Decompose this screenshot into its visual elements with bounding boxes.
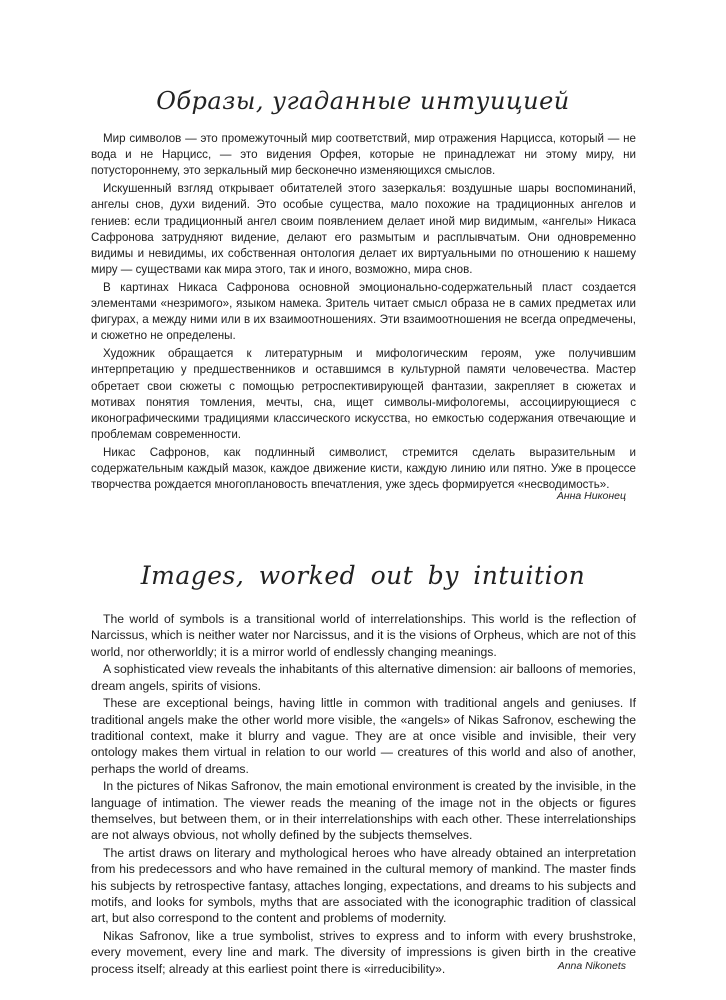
english-paragraph: Nikas Safronov, like a true symbolist, strives to express and to inform with every brushstroke, every movement, every line and mark. The diversity of impressions is given birth in the creative process itself; already at this earliest point there is «irreducibility». [91, 929, 636, 976]
english-paragraph: The artist draws on literary and mythological heroes who have already obtained an interpretation from his predecessors and who have remained in the cultural memory of mankind. The master finds his subjects by retrospective fantasy, attaches longing, expectations, and dreams to his subjects and motifs, and looks for symbols, myths that are associated with the iconographic tradition of classical art, but also correspond to the content and problems of modernity. [91, 846, 636, 926]
english-title: Images, worked out by intuition [140, 561, 586, 590]
english-text [91, 611, 636, 979]
english-paragraph: The world of symbols is a transitional world of interrelationships. This world is the reflection of Narcissus, which is neither water nor Narcissus, and it is the visions of Orpheus, which are not of this world, nor otherworldly; it is a mirror world of endlessly changing meanings. [91, 612, 636, 659]
russian-paragraph: Искушенный взгляд открывает обитателей этого зазеркалья: воздушные шары воспоминаний, ангелы снов, духи видений. Это особые существа, мало похожие на традиционных ангелов и гениев: если традиционный ангел своим появлением делает иной мир видимым, «ангелы» Никаса Сафронова затрудняют видение, делают его размытым и расплывчатым. Они одновременно видимы и невидимы, их собственная онтология делает их виртуальными по отношению к нашему миру — существами как мира этого, так и иного, возможно, мира снов. [91, 182, 636, 277]
russian-title: Образы, угаданные интуицией [156, 87, 570, 115]
english-paragraph: In the pictures of Nikas Safronov, the main emotional environment is created by the invisible, in the language of intimation. The viewer reads the meaning of the image not in the objects or figures themselves, but between them, or in their interrelationships with each other. These interrelationships are not always obvious, not wholly defined by the subjects themselves. [91, 779, 636, 843]
english-author: Anna Nikonets [557, 960, 626, 972]
russian-paragraph: Мир символов — это промежуточный мир соответствий, мир отражения Нарцисса, который — не вода и не Нарцисс, — это видения Орфея, которые не принадлежат ни этому миру, ни потустороннему, это зеркальный мир бесконечно изменяющихся смыслов. [91, 132, 636, 178]
english-paragraph: A sophisticated view reveals the inhabitants of this alternative dimension: air balloons of memories, dream angels, spirits of visions. [91, 662, 636, 693]
english-paragraph: These are exceptional beings, having little in common with traditional angels and geniuses. If traditional angels make the other world more visible, the «angels» of Nikas Safronov, eschewing the traditional context, make it blurry and vague. They are at once visible and invisible, their very ontology makes them virtual in relation to our world — creatures of this world and also of another, perhaps the world of dreams. [91, 696, 636, 776]
russian-paragraph: В картинах Никаса Сафронова основной эмоционально-содержательный пласт создается элементами «незримого», языком намека. Зритель читает смысл образа не в самих предметах или фигурах, а между ними или в их взаимоотношениях. Эти взаимоотношения не всегда опредмечены, и сюжетно не определены. [91, 280, 636, 343]
russian-paragraph: Художник обращается к литературным и мифологическим героям, уже получившим интерпретацию у предшественников и оставшимся в культурной памяти человечества. Мастер обретает свои сюжеты с помощью ретроспективирующей фантазии, закрепляет в сюжетах и мотивах понятия томления, мечты, сна, ищет символы-мифологемы, ассоциирующиеся с иконографическими традициями классического искусства, но емкостью содержания отвечающие и проблемам современности. [91, 347, 636, 442]
russian-text [91, 131, 636, 495]
russian-paragraph: Никас Сафронов, как подлинный символист, стремится сделать выразительным и содержательным каждый мазок, каждое движение кисти, каждую линию или пятно. Уже в процессе творчества рождается многоплановость впечатления, уже здесь формируется «несводимость». [91, 445, 636, 492]
russian-author: Анна Никонец [556, 490, 626, 502]
